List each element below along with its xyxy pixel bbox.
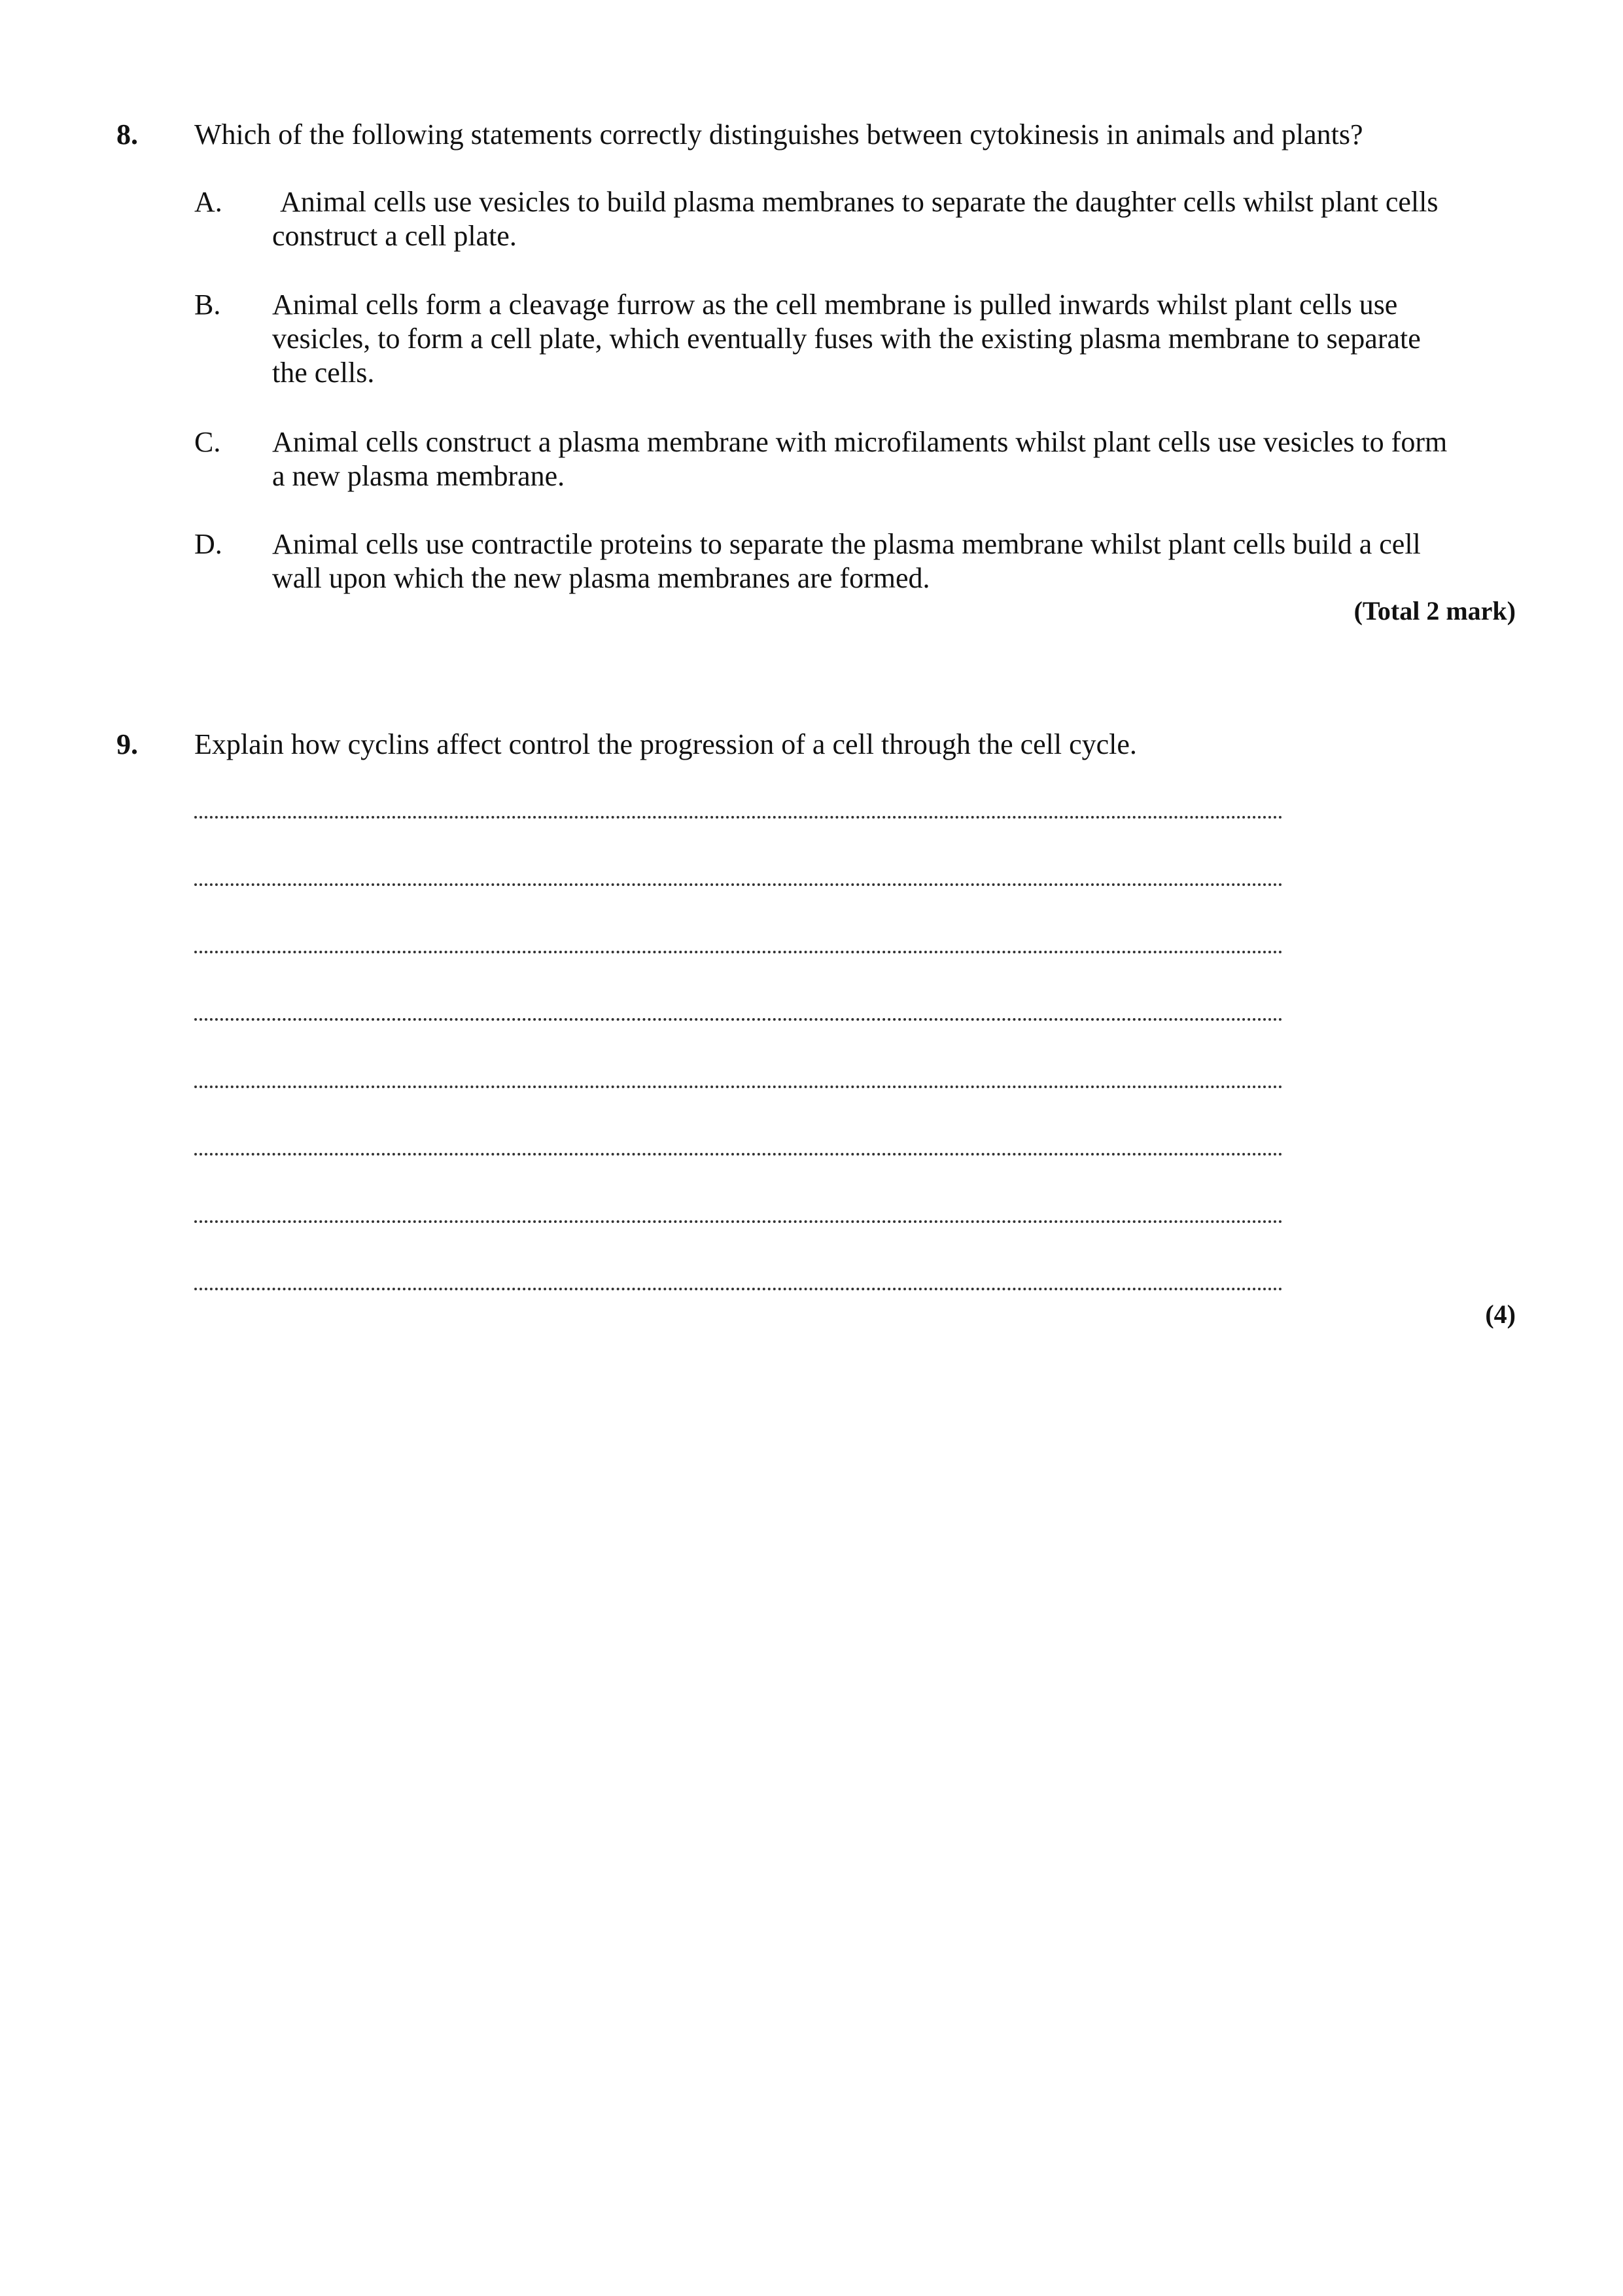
answer-line[interactable] xyxy=(194,1153,1283,1156)
option-a-text: Animal cells use vesicles to build plasma membranes to separate the daughter cells whilst plant cells construct a cell plate. xyxy=(272,186,1439,252)
answer-line[interactable] xyxy=(194,1018,1283,1021)
question-8-number: 8. xyxy=(116,118,138,150)
answer-line[interactable] xyxy=(194,883,1283,886)
option-c-text: Animal cells construct a plasma membrane with microfilaments whilst plant cells use vesicles to form a new plasma membrane. xyxy=(272,426,1448,492)
answer-line[interactable] xyxy=(194,816,1283,819)
option-c-letter: C. xyxy=(194,426,221,458)
question-9-number: 9. xyxy=(116,728,138,760)
option-d-text: Animal cells use contractile proteins to separate the plasma membrane whilst plant cells build a cell wall upon which the new plasma membranes are formed. xyxy=(272,528,1421,594)
option-b-letter: B. xyxy=(194,289,221,321)
answer-line[interactable] xyxy=(194,1288,1283,1290)
question-9-text: Explain how cyclins affect control the progression of a cell through the cell cycle. xyxy=(194,728,1137,760)
option-d-letter: D. xyxy=(194,528,222,560)
answer-line[interactable] xyxy=(194,1220,1283,1223)
option-b-text: Animal cells form a cleavage furrow as the cell membrane is pulled inwards whilst plant cells use vesicles, to form a cell plate, which eventually fuses with the existing plasma membrane to separate the cells. xyxy=(272,289,1421,389)
option-a-letter: A. xyxy=(194,186,222,218)
answer-line[interactable] xyxy=(194,1086,1283,1088)
question-9-marks: (4) xyxy=(1485,1299,1516,1329)
answer-line[interactable] xyxy=(194,951,1283,953)
question-8-marks: (Total 2 mark) xyxy=(1353,596,1516,626)
question-8-text: Which of the following statements correctly distinguishes between cytokinesis in animals and plants? xyxy=(194,118,1363,150)
